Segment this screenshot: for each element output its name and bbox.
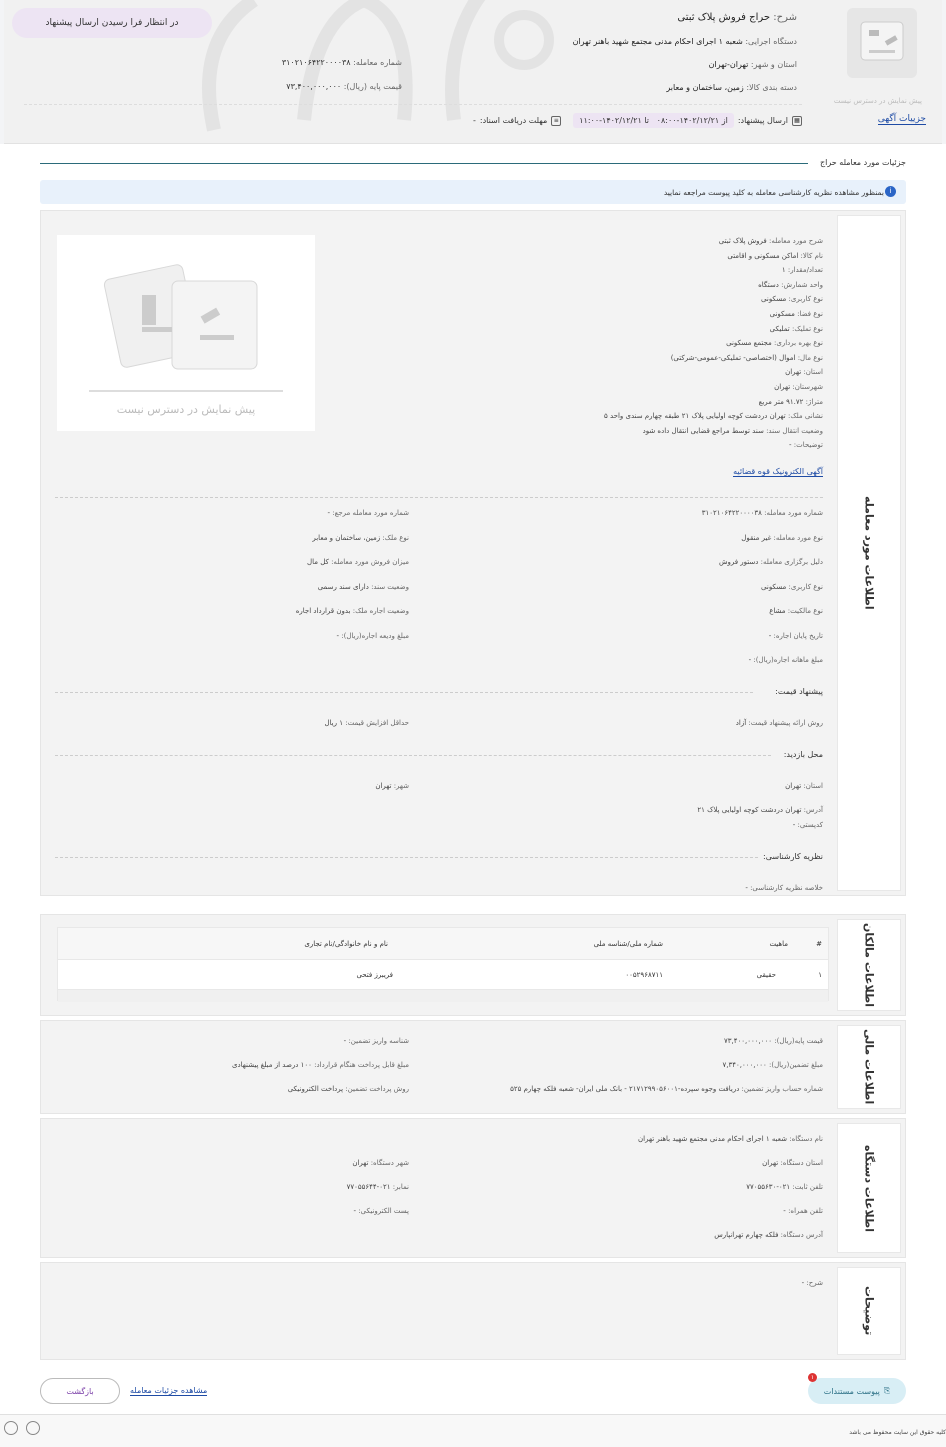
emblem-icon [26,1421,40,1435]
min-increase: حداقل افزایش قیمت: ۱ ریال [324,719,409,727]
status-badge: در انتظار فرا رسیدن ارسال پیشنهاد [12,8,212,38]
offer-heading: پیشنهاد قیمت: [775,687,823,696]
agency-mobile: تلفن همراه: - [783,1207,823,1215]
item-preview-placeholder [57,235,315,431]
visit-province: استان: تهران [785,782,823,790]
expert-notice: i بمنظور مشاهده نظریه کارشناسی معامله به کلید پیوست مراجعه نمایید [40,180,906,204]
thumbnail-placeholder [847,8,917,78]
row-index: ۱ [818,971,822,979]
agency-name: نام دستگاه: شعبه ۱ اجرای احکام مدنی مجتمع شهید باهنر تهران [638,1135,823,1143]
main-content [0,144,946,1414]
thumbnail-caption: پیش نمایش در دسترس نیست [833,97,922,105]
paperclip-icon: ⎘ [883,1386,891,1395]
back-button[interactable]: بازگشت [40,1378,120,1404]
finance-panel [40,1020,906,1114]
document-icon: ≡ [551,116,561,126]
agency-city: شهر دستگاه: تهران [352,1159,409,1167]
visit-postal: کدپستی: - [792,821,823,829]
visit-heading: محل بازدید: [783,750,823,759]
item-detail-line: استان: تهران [785,368,823,377]
agency-side-title: اطلاعات دستگاه [837,1123,901,1253]
finance-deposit-id: شناسه واریز تضمین: - [343,1037,409,1045]
category-line: دسته بندی کالا: زمین، ساختمان و معابر [666,83,797,92]
item-left-field: نوع ملک: زمین، ساختمان و معابر [312,533,409,542]
agency-phone: تلفن ثابت: ۰۲۱-۷۷۰۵۵۶۳۰ [746,1183,823,1191]
deal-number: شماره معامله: ۳۱۰۲۱۰۶۴۲۲۰۰۰۰۳۸ [281,58,402,67]
finance-contract-pay: مبلغ قابل پرداخت هنگام قرارداد: ۱۰۰ درصد از مبلغ پیشنهادی [232,1061,409,1069]
owners-side-title: اطلاعات مالکان [837,919,901,1011]
attachments-button[interactable]: ⎘ پیوست مستندات [808,1378,906,1404]
item-detail-line: نوع تملیک: تملیکی [769,324,823,333]
visit-city: شهر: تهران [375,782,409,790]
item-info-side-title: اطلاعات مورد معامله [837,215,901,891]
judiciary-ad-link[interactable]: آگهی الکترونیک قوه قضائیه [733,467,823,476]
agency-panel [40,1118,906,1258]
table-header [58,928,828,960]
header-divider [24,104,802,105]
notes-desc: شرح: - [801,1279,823,1287]
agency-email: پست الکترونیکی: - [353,1207,409,1215]
agency-fax: نمابر: ۰۲۱-۷۷۰۵۵۶۴۴ [346,1183,409,1191]
view-details-link[interactable]: مشاهده جزئیات معامله [130,1386,208,1395]
footer-logos [4,1421,40,1435]
item-detail-line: تعداد/مقدار: ۱ [781,266,823,275]
item-detail-line: نشانی ملک: تهران دردشت کوچه اولیایی پلاک ۲۱ طبقه چهارم سندی واحد ۵ [603,412,823,421]
org-logo-icon [4,1421,18,1435]
agency-province: استان دستگاه: تهران [762,1159,823,1167]
item-right-field: شماره مورد معامله: ۳۱۰۲۱۰۶۴۲۲۰۰۰۰۳۸ [701,509,823,517]
notes-side-title: توضیحات [837,1267,901,1355]
item-detail-line: واحد شمارش: دستگاه [758,280,823,289]
owners-table [57,927,829,1001]
item-detail-line: شرح مورد معامله: فروش پلاک ثبتی [718,237,823,245]
offer-method: روش ارائه پیشنهاد قیمت: آزاد [735,719,823,727]
item-left-field: مبلغ ودیعه اجاره(ریال): - [336,631,409,640]
divider [55,755,771,756]
offer-dates-pill: از ۱۴۰۲/۱۲/۲۱-۰۸:۰۰ تا ۱۴۰۲/۱۲/۲۱-۱۱:۰۰ [573,113,734,128]
item-right-field: تاریخ پایان اجاره: - [768,631,823,640]
item-detail-line: شهرستان: تهران [774,383,823,391]
finance-pay-method: روش پرداخت تضمین: پرداخت الکترونیکی [287,1085,409,1093]
notes-panel [40,1262,906,1360]
footer [0,1414,946,1447]
divider [55,857,758,858]
item-right-field: نوع مالکیت: مشاع [769,607,823,615]
row-type: حقیقی [756,971,776,979]
finance-side-title: اطلاعات مالی [837,1025,901,1109]
agency-line: دستگاه اجرایی: شعبه ۱ اجرای احکام مدنی مجتمع شهید باهنر تهران [572,37,797,46]
base-price: قیمت پایه (ریال): ۷۳,۴۰۰,۰۰۰,۰۰۰ [286,82,402,91]
gavel-icon [847,8,917,78]
ad-details-link[interactable]: جزییات آگهی [877,114,926,124]
item-right-field: نوع کاربری: مسکونی [761,582,823,591]
row-national-id: ۰۰۵۲۹۶۸۷۱۱ [625,971,663,979]
expert-heading: نظریه کارشناسی: [763,852,823,861]
divider [55,692,753,693]
item-right-field: نوع مورد معامله: غیر منقول [741,533,823,542]
table-row [58,960,828,990]
finance-account: شماره حساب واریز تضمین: دریافت وجوه سپرده-۲۱۷۱۲۹۹۰۵۶۰۰۱ - بانک ملی ایران- شعبه فلکه چهارم ۵۲۵ [510,1085,823,1093]
column-header: # [816,940,822,948]
item-left-field: شماره مورد معامله مرجع: - [327,509,409,517]
preview-caption: پیش نمایش در دسترس نیست [116,403,256,416]
item-left-field: وضعیت اجاره ملک: بدون قرارداد اجاره [295,607,409,615]
expert-summary: خلاصه نظریه کارشناسی: - [745,884,823,892]
preview-divider [89,390,283,392]
item-detail-line: نوع بهره برداری: مجتمع مسکونی [726,339,823,348]
gavel-image-icon [102,257,262,375]
section-title: جزئیات مورد معامله حراج [820,158,906,167]
attachments-count-badge: ۱ [808,1373,817,1382]
calendar-icon: ▦ [792,116,802,126]
item-info-panel [40,210,906,896]
finance-deposit: مبلغ تضمین(ریال): ۷,۳۴۰,۰۰۰,۰۰۰ [722,1061,823,1069]
item-left-field: وضعیت سند: دارای سند رسمی [317,582,409,591]
owners-panel [40,914,906,1016]
agency-address: آدرس دستگاه: فلکه چهارم تهرانپارس [714,1231,823,1239]
item-detail-line: نوع فضا: مسکونی [769,310,823,318]
visit-address: آدرس: تهران دردشت کوچه اولیایی پلاک ۲۱ [697,806,823,814]
item-detail-line: متراژ: ۹۱.۷۲ متر مربع [758,397,823,406]
table-scrollbar[interactable] [58,990,828,1002]
item-detail-line: نوع مال: اموال (اختصاصی- تملیکی-عمومی-شرکتی) [670,353,823,362]
item-left-field: میزان فروش مورد معامله: کل مال [307,558,409,566]
copyright-text: کلیه حقوق این سایت محفوظ می باشد [849,1429,946,1436]
auction-title: شرح: حراج فروش پلاک ثبتی [677,12,797,23]
column-header: ماهیت [769,940,788,948]
column-header: شماره ملی/شناسه ملی [593,940,663,948]
item-detail-line: نام کالا: اماکن مسکونی و اقامتی [727,251,823,260]
item-detail-line: نوع کاربری: مسکونی [761,295,823,304]
info-icon: i [885,186,896,197]
column-header: نام و نام خانوادگی/نام تجاری [304,940,388,948]
finance-base-price: قیمت پایه(ریال): ۷۳,۴۰۰,۰۰۰,۰۰۰ [723,1037,823,1045]
divider [55,497,823,498]
item-detail-line: توضیحات: - [789,441,823,450]
offer-period: ▦ ارسال پیشنهاد: از ۱۴۰۲/۱۲/۲۱-۰۸:۰۰ تا ۱۴۰۲/۱۲/۲۱-۱۱:۰۰ ≡ مهلت دریافت اسناد: - [473,113,802,128]
item-right-field: مبلغ ماهانه اجاره(ریال): - [748,656,823,664]
item-right-field: دلیل برگزاری معامله: دستور فروش [718,558,823,566]
row-name: فریبرز فتحی [356,971,393,979]
province-line: استان و شهر: تهران-تهران [708,60,797,69]
item-detail-line: وضعیت انتقال سند: سند توسط مراجع قضایی انتقال داده شود [642,426,823,435]
auction-header [4,0,942,144]
section-title-underline [40,163,808,164]
